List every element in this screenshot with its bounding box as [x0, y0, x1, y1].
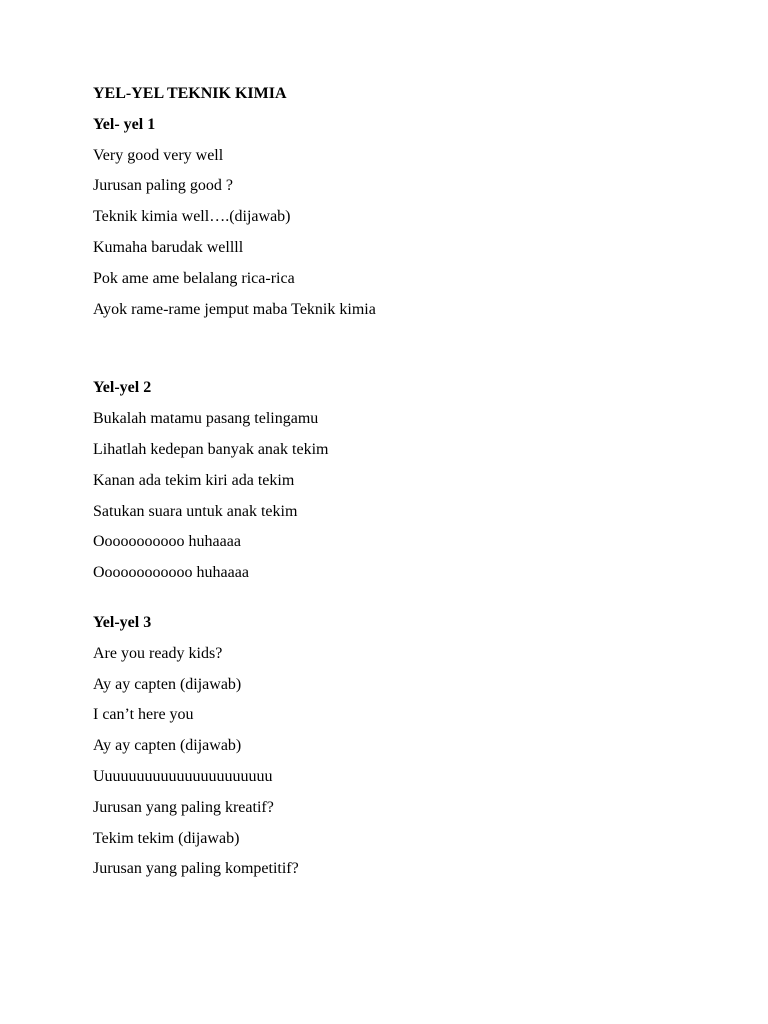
section-spacer: [93, 595, 733, 614]
lyric-line: Uuuuuuuuuuuuuuuuuuuuuu: [93, 767, 273, 785]
section-heading: Yel-yel 2: [93, 379, 152, 397]
document-title: YEL-YEL TEKNIK KIMIA: [93, 85, 287, 102]
section-yel-1: [93, 116, 733, 319]
lyric-line: Jurusan yang paling kompetitif?: [93, 860, 299, 878]
lyric-line: Bukalah matamu pasang telingamu: [93, 410, 319, 428]
lyric-line: Are you ready kids?: [93, 644, 223, 662]
lyric-line: Tekim tekim (dijawab): [93, 829, 240, 847]
lyric-line: Jurusan yang paling kreatif?: [93, 798, 274, 816]
lyric-line: Ay ay capten (dijawab): [93, 675, 242, 693]
document-page: [93, 85, 733, 891]
lyric-line: Ay ay capten (dijawab): [93, 737, 242, 755]
lyric-line: Ooooooooooo huhaaaa: [93, 533, 241, 551]
lyric-line: Pok ame ame belalang rica-rica: [93, 269, 295, 287]
lyric-line: Kanan ada tekim kiri ada tekim: [93, 471, 295, 489]
lyric-line: Oooooooooooo huhaaaa: [93, 564, 249, 582]
section-yel-2: [93, 379, 733, 582]
section-heading: Yel-yel 3: [93, 613, 152, 631]
lyric-line: Jurusan paling good ?: [93, 177, 233, 195]
section-yel-3: [93, 614, 733, 878]
section-heading: Yel- yel 1: [93, 115, 156, 133]
lyric-line: Ayok rame-rame jemput maba Teknik kimia: [93, 300, 376, 318]
section-spacer: [93, 331, 733, 379]
lyric-line: Lihatlah kedepan banyak anak tekim: [93, 440, 329, 458]
lyric-line: Teknik kimia well….(dijawab): [93, 208, 291, 226]
lyric-line: Kumaha barudak wellll: [93, 238, 244, 256]
lyric-line: Very good very well: [93, 146, 224, 164]
lyric-line: I can’t here you: [93, 706, 194, 724]
lyric-line: Satukan suara untuk anak tekim: [93, 502, 298, 520]
